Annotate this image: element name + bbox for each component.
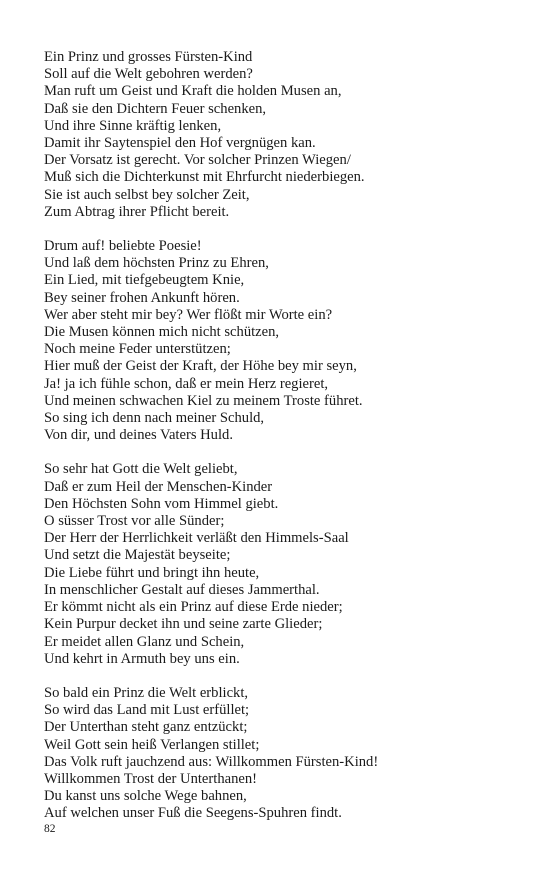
poem-line: Der Unterthan steht ganz entzückt; xyxy=(44,719,248,736)
poem-line: Die Liebe führt und bringt ihn heute, xyxy=(44,564,260,581)
stanza-3 xyxy=(44,461,524,667)
poem-line: Du kanst uns solche Wege bahnen, xyxy=(44,788,247,805)
stanza-4 xyxy=(44,685,524,823)
poem-line: Auf welchen unser Fuß die Seegens-Spuhren findt. xyxy=(44,805,342,822)
poem-line: Der Herr der Herrlichkeit verläßt den Himmels-Saal xyxy=(44,530,349,547)
poem-line: Ja! ja ich fühle schon, daß er mein Herz regieret, xyxy=(44,375,329,392)
poem-line: Damit ihr Saytenspiel den Hof vergnügen kan. xyxy=(44,135,316,152)
poem-line: Und setzt die Majestät beyseite; xyxy=(44,547,231,564)
poem-line: Man ruft um Geist und Kraft die holden Musen an, xyxy=(44,83,342,100)
poem-line: Ein Prinz und grosses Fürsten-Kind xyxy=(44,49,253,65)
poem-line: Und meinen schwachen Kiel zu meinem Troste führet. xyxy=(44,392,363,409)
poem-line: Muß sich die Dichterkunst mit Ehrfurcht niederbiegen. xyxy=(44,169,365,186)
poem-line: O süsser Trost vor alle Sünder; xyxy=(44,513,225,530)
poem-line: Drum auf! beliebte Poesie! xyxy=(44,238,202,255)
poem-line: Das Volk ruft jauchzend aus: Willkommen Fürsten-Kind! xyxy=(44,753,379,770)
poem-line: Ein Lied, mit tiefgebeugtem Knie, xyxy=(44,272,245,289)
poem-line: Daß er zum Heil der Menschen-Kinder xyxy=(44,478,273,495)
poem-line: Soll auf die Welt gebohren werden? xyxy=(44,66,253,83)
poem-line: Und laß dem höchsten Prinz zu Ehren, xyxy=(44,255,269,272)
poem-line: So sing ich denn nach meiner Schuld, xyxy=(44,410,265,427)
poem-line: Kein Purpur decket ihn und seine zarte Glieder; xyxy=(44,616,323,633)
poem-line: Den Höchsten Sohn vom Himmel giebt. xyxy=(44,495,279,512)
poem-line: Hier muß der Geist der Kraft, der Höhe bey mir seyn, xyxy=(44,358,357,375)
stanza-1 xyxy=(44,49,524,221)
poem-line: Er kömmt nicht als ein Prinz auf diese Erde nieder; xyxy=(44,599,343,616)
poem-line: Sie ist auch selbst bey solcher Zeit, xyxy=(44,186,250,203)
poem-line: Der Vorsatz ist gerecht. Vor solcher Prinzen Wiegen/ xyxy=(44,152,351,169)
poem-line: Zum Abtrag ihrer Pflicht bereit. xyxy=(44,203,230,220)
poem-line: So sehr hat Gott die Welt geliebt, xyxy=(44,461,238,478)
poem-line: Weil Gott sein heiß Verlangen stillet; xyxy=(44,736,260,753)
poem-line: Noch meine Feder unterstützen; xyxy=(44,341,231,358)
poem-line: So bald ein Prinz die Welt erblickt, xyxy=(44,684,249,701)
stanza-2 xyxy=(44,238,524,444)
poem-line: Und ihre Sinne kräftig lenken, xyxy=(44,117,222,134)
poem-line: Die Musen können mich nicht schützen, xyxy=(44,324,280,341)
poem-line: In menschlicher Gestalt auf dieses Jammerthal. xyxy=(44,581,320,598)
poem-text xyxy=(44,49,524,840)
poem-line: Er meidet allen Glanz und Schein, xyxy=(44,633,245,650)
poem-line: Willkommen Trost der Unterthanen! xyxy=(44,770,258,787)
poem-line: Daß sie den Dichtern Feuer schenken, xyxy=(44,100,267,117)
poem-line: Wer aber steht mir bey? Wer flößt mir Worte ein? xyxy=(44,306,333,323)
poem-line: So wird das Land mit Lust erfüllet; xyxy=(44,702,250,719)
poem-line: Von dir, und deines Vaters Huld. xyxy=(44,427,233,444)
poem-line: Und kehrt in Armuth bey uns ein. xyxy=(44,650,240,667)
poem-line: Bey seiner frohen Ankunft hören. xyxy=(44,289,240,306)
page-number: 82 xyxy=(44,823,56,835)
